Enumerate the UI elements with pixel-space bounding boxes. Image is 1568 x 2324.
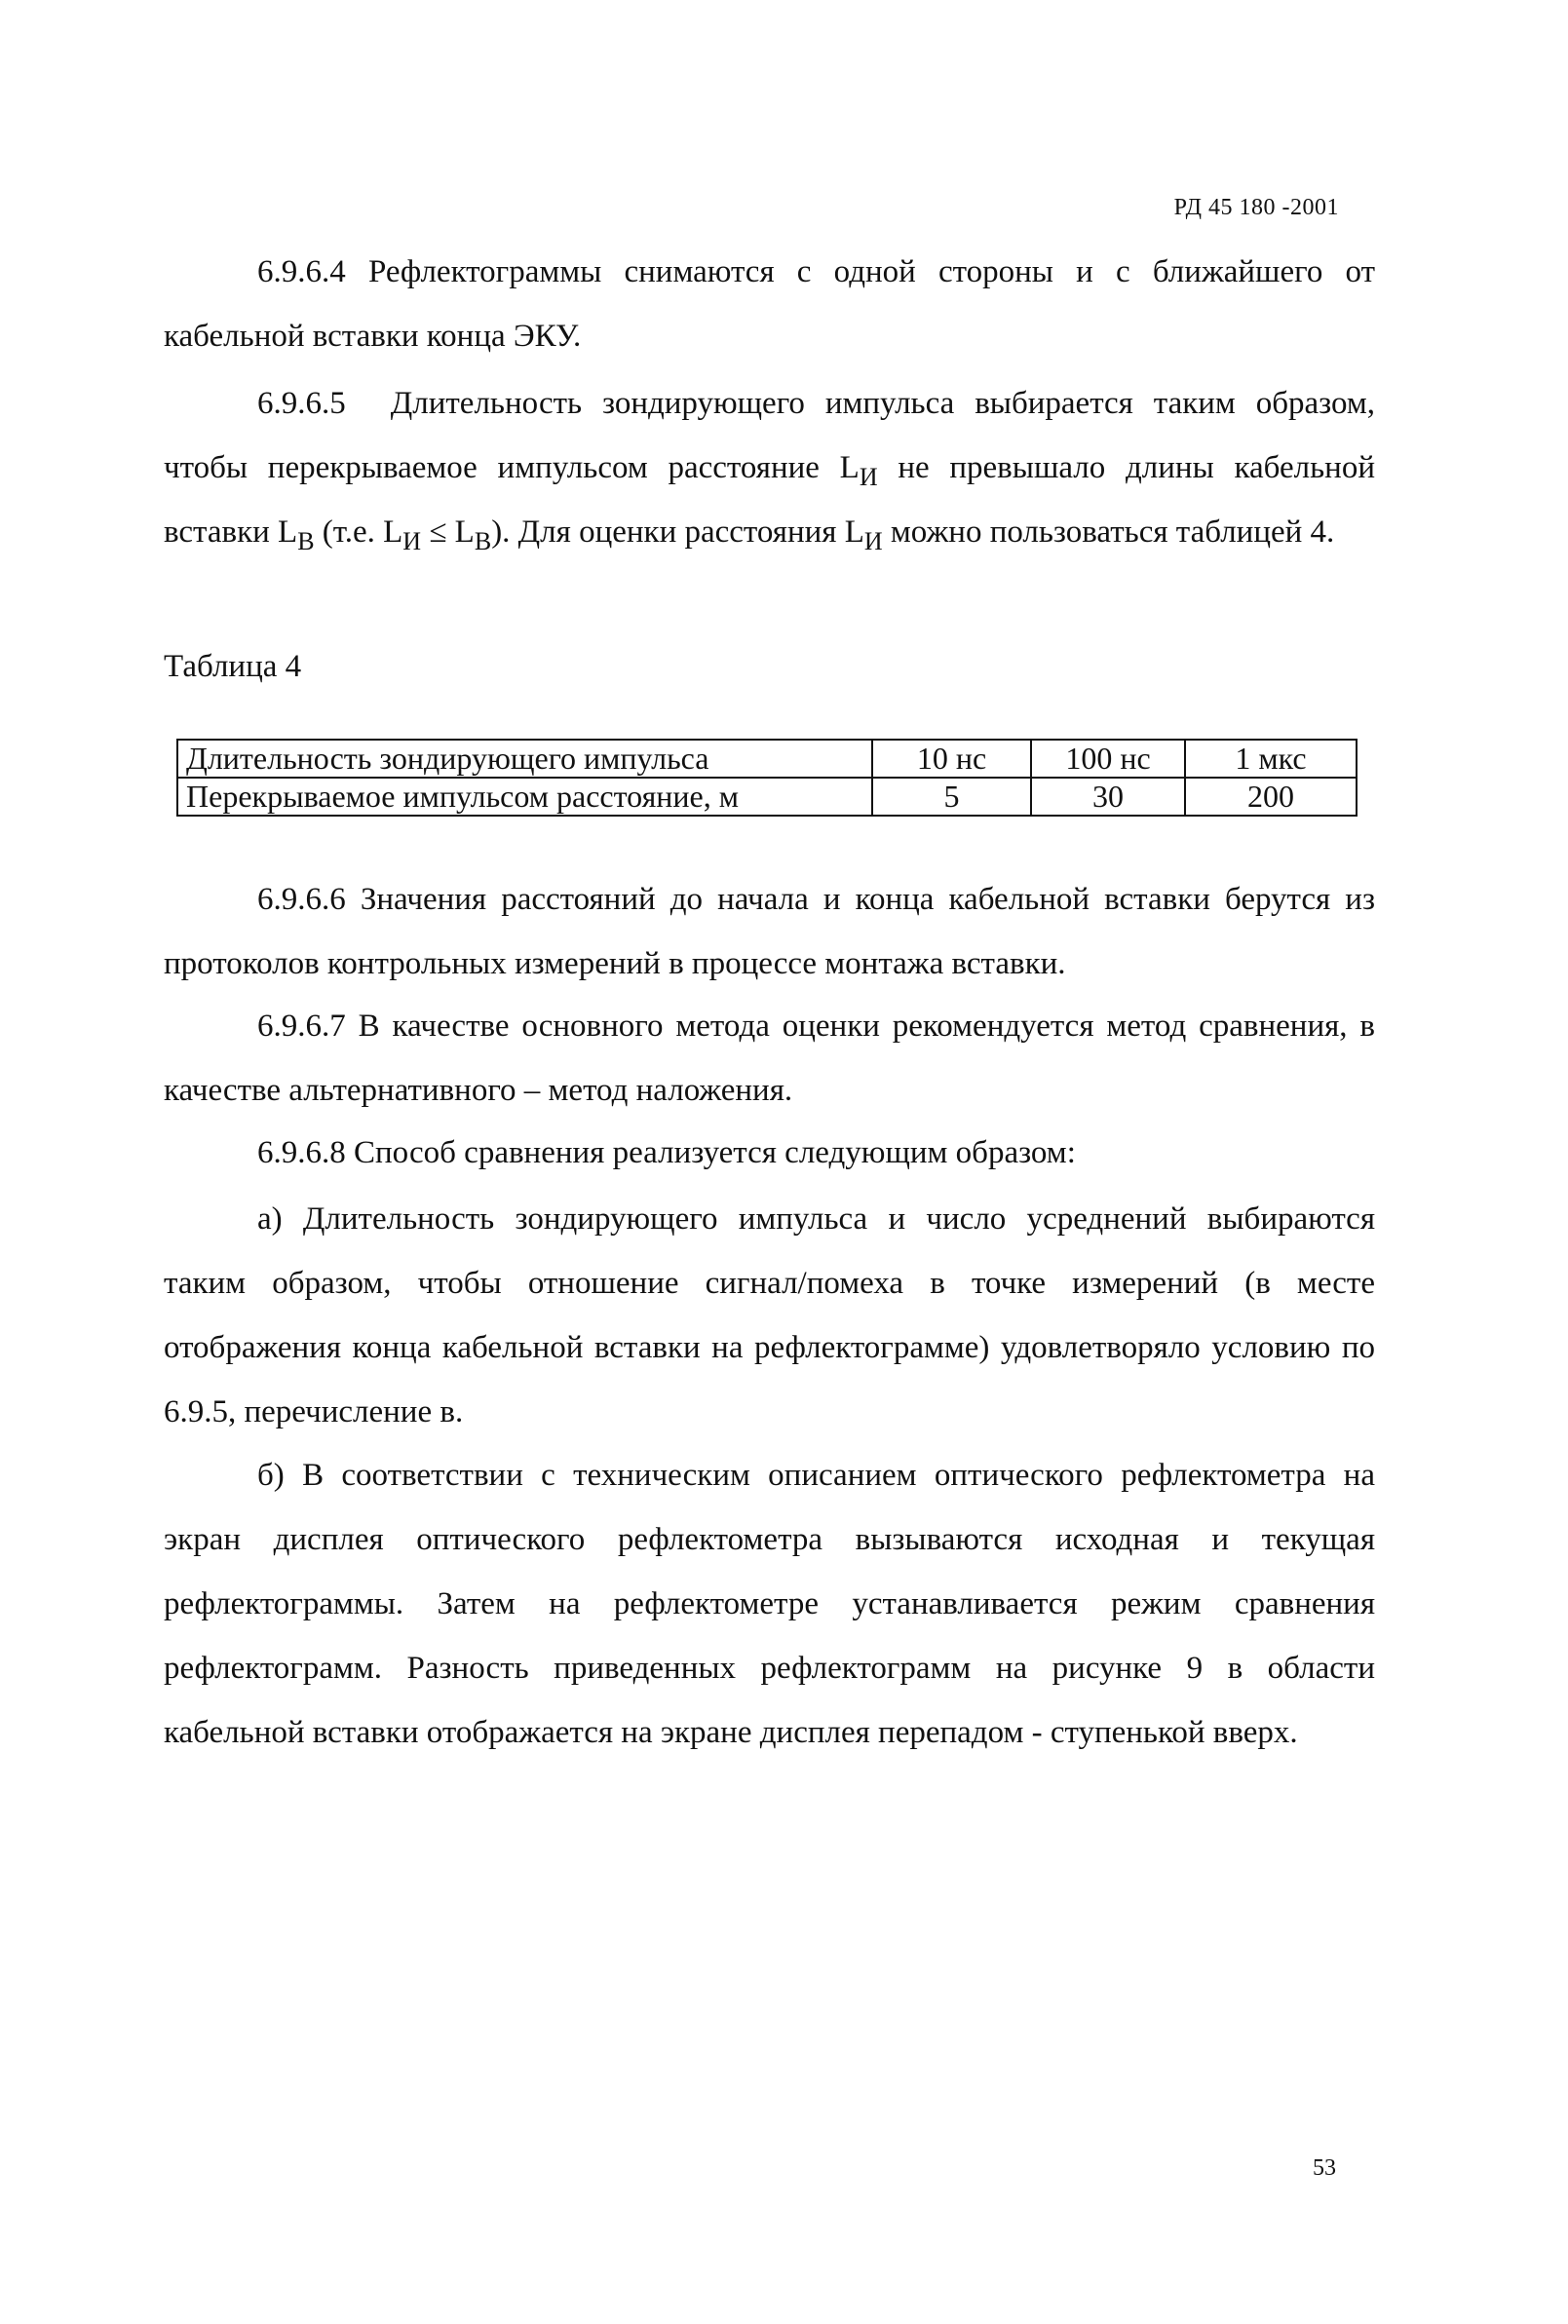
document-code-header: РД 45 180 -2001 — [1173, 195, 1339, 220]
page-number: 53 — [1313, 2155, 1336, 2181]
paragraph-text: ≤ L — [421, 514, 475, 550]
table-cell: 1 мкс — [1185, 740, 1357, 778]
paragraph-6-9-6-6: 6.9.6.6 Значения расстояний до начала и конца кабельной вставки берутся из протоколов контрольных измерений в процессе монтажа вставки. — [164, 882, 1375, 981]
paragraph-6-9-6-5 — [164, 371, 1375, 564]
subscript-b: В — [474, 527, 492, 555]
paragraph-text: ). Для оценки расстояния L — [491, 514, 864, 550]
table-caption: Таблица 4 — [164, 649, 302, 684]
row-label: Длительность зондирующего импульса — [177, 740, 872, 778]
paragraph-text: можно пользоваться таблицей 4. — [882, 514, 1335, 550]
table-row — [177, 778, 1357, 816]
subscript-i: И — [863, 527, 883, 555]
list-item-a: а) Длительность зондирующего импульса и число усреднений выбираются таким образом, чтобы отношение сигнал/помеха в точке измерений (в месте отображения конца кабельной вставки на рефлектограмме) удовлетворяло условию по 6.9.5, перечисление в. — [164, 1201, 1375, 1429]
paragraph-text: не превышало длины кабельной вставки L — [164, 450, 1375, 550]
paragraph-6-9-6-8: 6.9.6.8 Способ сравнения реализуется следующим образом: — [257, 1135, 1076, 1170]
paragraph-6-9-6-4: 6.9.6.4 Рефлектограммы снимаются с одной стороны и с ближайшего от кабельной вставки конца ЭКУ. — [164, 254, 1375, 354]
table-cell: 200 — [1185, 778, 1357, 816]
table-row — [177, 740, 1357, 778]
table-cell: 10 нс — [872, 740, 1031, 778]
paragraph-number: 6.9.6.5 — [257, 386, 346, 421]
pulse-distance-table — [176, 739, 1358, 817]
subscript-i: И — [859, 463, 878, 491]
subscript-b: В — [297, 527, 315, 555]
row-label: Перекрываемое импульсом расстояние, м — [177, 778, 872, 816]
paragraph-text: (т.е. L — [314, 514, 403, 550]
list-item-b: б) В соответствии с техническим описанием оптического рефлектометра на экран дисплея оптического рефлектометра вызываются исходная и текущая рефлектограммы. Затем на рефлектометре устанавливается режим сравнения рефлектограмм. Разность приведенных рефлектограмм на рисунке 9 в области кабельной вставки отображается на экране дисплея перепадом - ступенькой вверх. — [164, 1458, 1375, 1750]
paragraph-text: Длительность зондирующего импульса выбирается таким образом, чтобы перекрываемое импульсом расстояние L — [164, 386, 1375, 485]
subscript-i: И — [402, 527, 422, 555]
table-cell: 5 — [872, 778, 1031, 816]
table-cell: 30 — [1031, 778, 1185, 816]
table-cell: 100 нс — [1031, 740, 1185, 778]
paragraph-6-9-6-7: 6.9.6.7 В качестве основного метода оценки рекомендуется метод сравнения, в качестве альтернативного – метод наложения. — [164, 1009, 1375, 1108]
